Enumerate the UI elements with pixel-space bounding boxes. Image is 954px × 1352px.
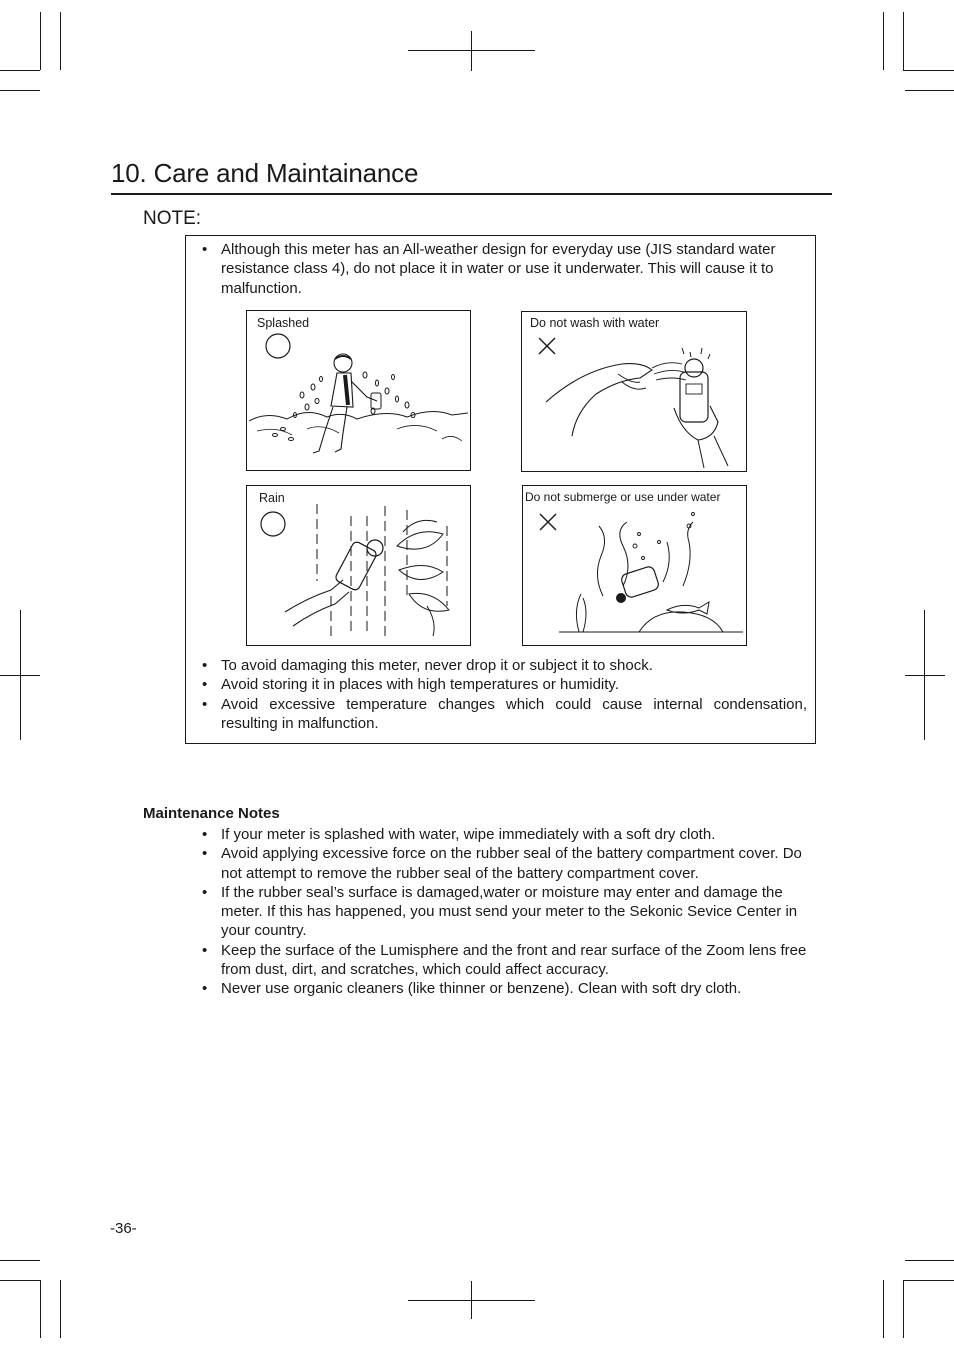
panel-caption: Do not submerge or use under water <box>525 490 721 504</box>
list-item <box>193 695 807 734</box>
list-item <box>193 883 815 941</box>
note-bullet-list <box>193 656 807 733</box>
note-label: NOTE: <box>143 208 202 229</box>
illustration-panel-splashed <box>246 310 471 471</box>
maintenance-item-text: Avoid applying excessive force on the rubber seal of the battery compartment cover. Do not attempt to remove the rubber seal of the battery compartment cover. <box>221 845 802 882</box>
illustration-panel-wash <box>521 311 747 472</box>
section-title: 10. Care and Maintainance <box>111 158 419 188</box>
bullet-icon: • <box>202 676 208 694</box>
submerge-illustration <box>523 486 746 645</box>
list-item <box>193 656 807 675</box>
list-item <box>193 675 807 694</box>
bullet-icon: • <box>202 845 208 863</box>
illustration-panel-rain <box>246 485 471 646</box>
rain-illustration <box>247 486 470 645</box>
note-intro-list <box>193 240 807 298</box>
list-item <box>193 941 815 980</box>
ok-circle-icon <box>266 334 290 358</box>
page-number: -36- <box>110 1220 137 1237</box>
maintenance-item-text: Keep the surface of the Lumisphere and the front and rear surface of the Zoom lens free from dust, dirt, and scratches, which could affect accuracy. <box>221 941 807 979</box>
maintenance-item-text: Never use organic cleaners (like thinner or benzene). Clean with soft dry cloth. <box>221 980 742 998</box>
prohibited-cross-icon <box>539 338 555 354</box>
list-item <box>193 825 815 844</box>
illustration-panel-submerge <box>522 485 747 646</box>
note-intro-text: Although this meter has an All-weather design for everyday use (JIS standard water resistance class 4), do not place it in water or use it underwater. This will cause it to malfunction. <box>221 241 776 297</box>
bullet-icon: • <box>202 883 208 901</box>
bullet-icon: • <box>202 980 208 998</box>
bullet-icon: • <box>202 826 208 843</box>
note-bullet-text: Avoid storing it in places with high temperatures or humidity. <box>221 676 619 694</box>
bullet-icon: • <box>202 241 208 258</box>
ok-circle-icon <box>261 512 285 536</box>
bullet-icon: • <box>202 941 208 959</box>
prohibited-cross-icon <box>540 514 556 530</box>
panel-caption: Splashed <box>257 316 310 330</box>
bullet-icon: • <box>202 695 208 713</box>
panel-caption: Do not wash with water <box>530 316 660 330</box>
bullet-icon: • <box>202 657 208 674</box>
maintenance-heading: Maintenance Notes <box>143 805 280 822</box>
list-item <box>193 844 815 883</box>
title-rule <box>111 193 832 195</box>
maintenance-item-text: If the rubber seal’s surface is damaged,water or moisture may enter and damage the meter. If this has happened, you must send your meter to the Sekonic Sevice Center in your country. <box>221 883 798 940</box>
splashed-illustration <box>247 311 470 470</box>
note-bullet-text: To avoid damaging this meter, never drop it or subject it to shock. <box>221 657 653 674</box>
panel-caption: Rain <box>259 491 285 505</box>
wash-illustration <box>522 312 746 471</box>
note-bullet-text: Avoid excessive temperature changes which could cause internal condensation, resulting in malfunction. <box>221 695 807 732</box>
maintenance-item-text: If your meter is splashed with water, wipe immediately with a soft dry cloth. <box>221 826 716 843</box>
maintenance-list <box>193 825 815 999</box>
list-item <box>193 979 815 998</box>
list-item <box>193 240 807 298</box>
